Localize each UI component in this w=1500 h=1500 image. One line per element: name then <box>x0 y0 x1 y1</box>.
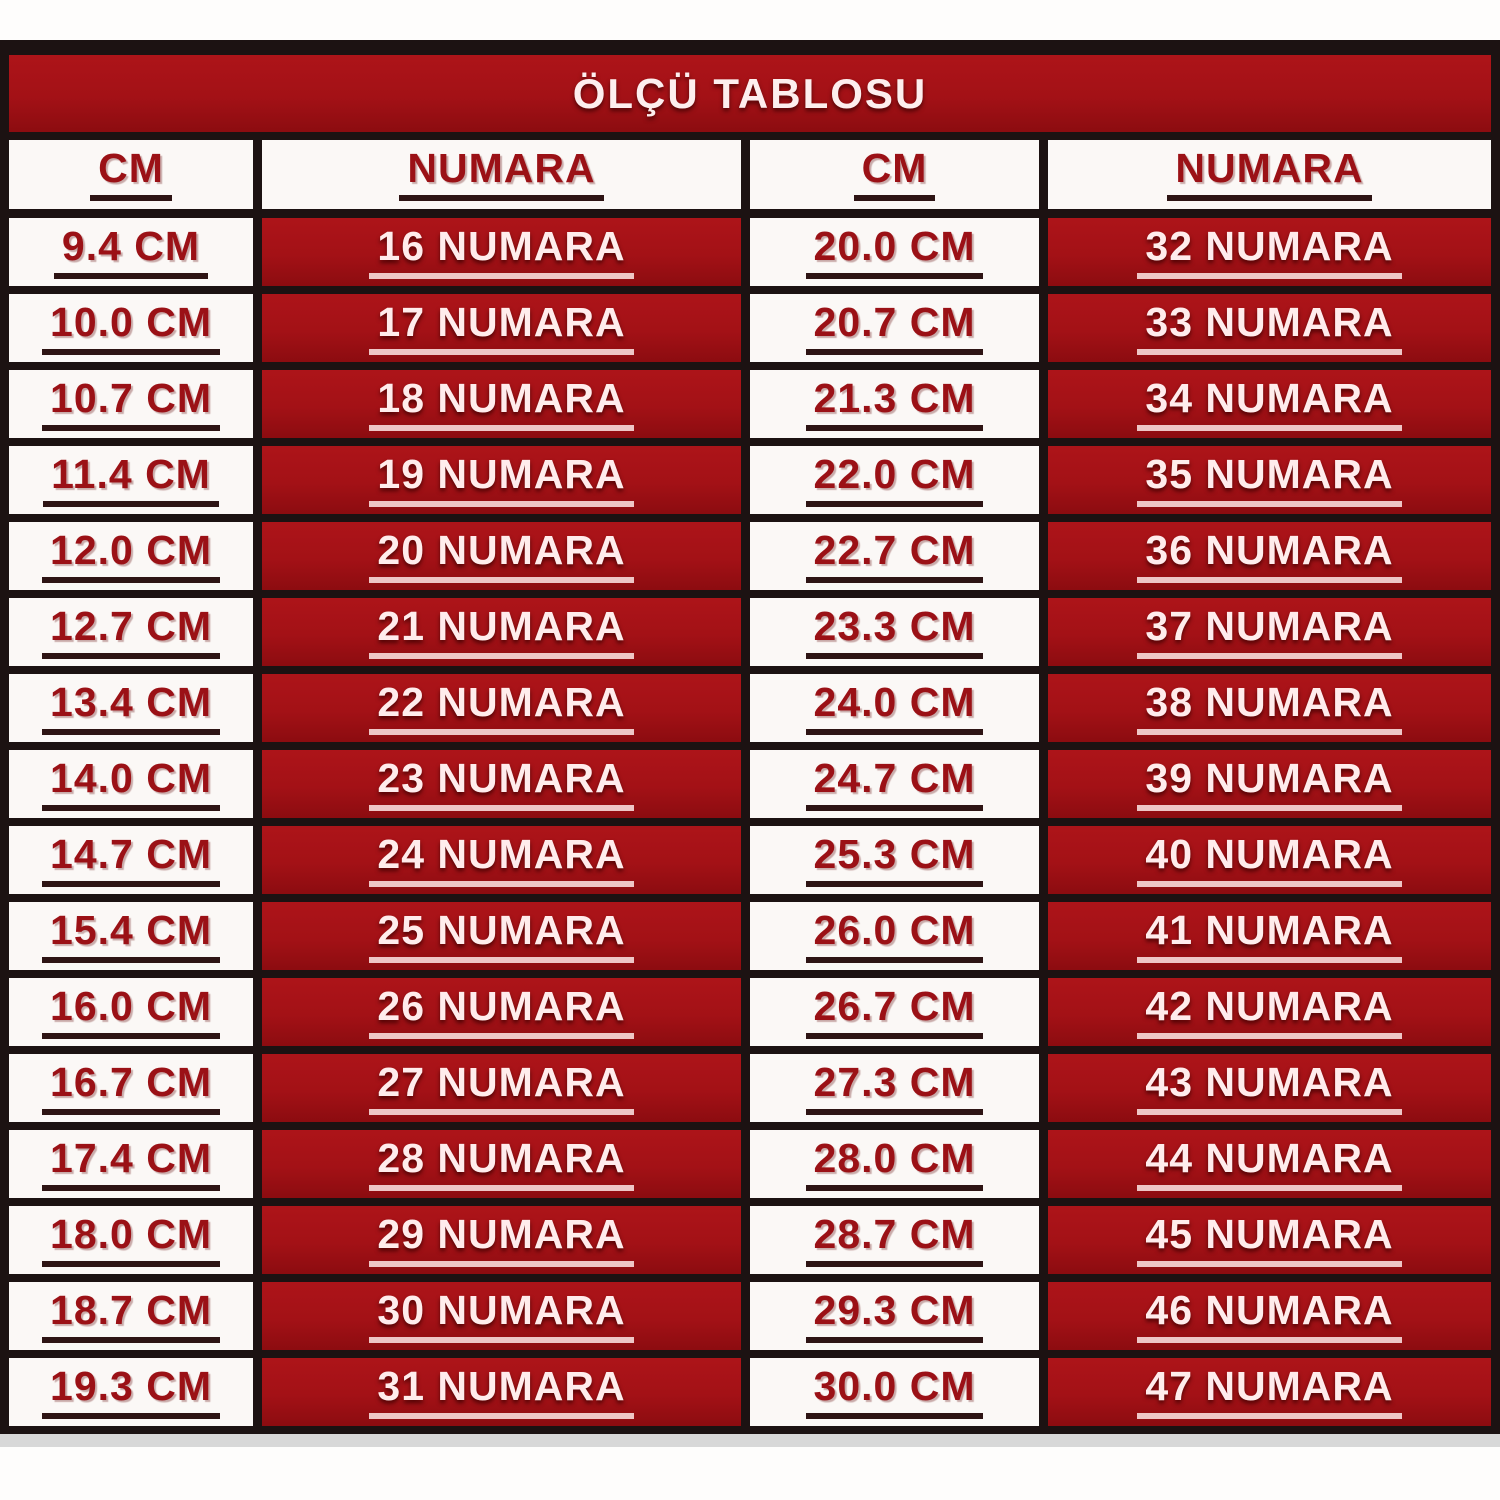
cm-cell-right <box>750 978 1048 1046</box>
cm-cell-right <box>750 218 1048 286</box>
numara-cell-left <box>262 294 750 362</box>
numara-value: 44 NUMARA <box>1137 1138 1401 1191</box>
numara-cell-left <box>262 598 750 666</box>
header-label: CM <box>854 148 936 201</box>
numara-cell-left <box>262 826 750 894</box>
numara-cell-right <box>1048 1358 1491 1426</box>
numara-cell-right <box>1048 1130 1491 1198</box>
cm-value: 12.0 CM <box>42 530 220 583</box>
numara-cell-left <box>262 978 750 1046</box>
cm-value: 18.0 CM <box>42 1214 220 1267</box>
cm-cell-left <box>9 446 262 514</box>
numara-cell-right <box>1048 674 1491 742</box>
table-row <box>9 1358 1491 1434</box>
table-header-row <box>9 140 1491 218</box>
cm-value: 19.3 CM <box>42 1366 220 1419</box>
cm-value: 20.7 CM <box>806 302 984 355</box>
cm-cell-left <box>9 218 262 286</box>
table-body <box>9 218 1491 1434</box>
cm-cell-right <box>750 598 1048 666</box>
cm-value: 22.0 CM <box>806 454 984 507</box>
table-row <box>9 1282 1491 1358</box>
table-row <box>9 446 1491 522</box>
table-row <box>9 674 1491 750</box>
cm-cell-left <box>9 294 262 362</box>
numara-cell-left <box>262 218 750 286</box>
numara-cell-right <box>1048 522 1491 590</box>
cm-cell-left <box>9 1130 262 1198</box>
table-row <box>9 522 1491 598</box>
numara-value: 36 NUMARA <box>1137 530 1401 583</box>
numara-value: 17 NUMARA <box>369 302 633 355</box>
header-cell-numara-right <box>1048 140 1491 209</box>
numara-value: 21 NUMARA <box>369 606 633 659</box>
cm-value: 15.4 CM <box>42 910 220 963</box>
cm-cell-left <box>9 1282 262 1350</box>
numara-value: 42 NUMARA <box>1137 986 1401 1039</box>
header-label: NUMARA <box>399 148 603 201</box>
table-row <box>9 218 1491 294</box>
header-label: CM <box>90 148 172 201</box>
numara-value: 26 NUMARA <box>369 986 633 1039</box>
cm-cell-left <box>9 674 262 742</box>
cm-cell-left <box>9 902 262 970</box>
cm-value: 20.0 CM <box>806 226 984 279</box>
cm-value: 11.4 CM <box>43 454 219 507</box>
cm-cell-left <box>9 1206 262 1274</box>
numara-cell-left <box>262 370 750 438</box>
cm-value: 24.0 CM <box>806 682 984 735</box>
cm-value: 28.7 CM <box>806 1214 984 1267</box>
table-row <box>9 1130 1491 1206</box>
cm-cell-left <box>9 370 262 438</box>
numara-value: 19 NUMARA <box>369 454 633 507</box>
cm-value: 24.7 CM <box>806 758 984 811</box>
numara-value: 24 NUMARA <box>369 834 633 887</box>
numara-cell-left <box>262 1282 750 1350</box>
table-title-bar <box>9 55 1491 140</box>
numara-value: 41 NUMARA <box>1137 910 1401 963</box>
cm-cell-left <box>9 750 262 818</box>
cm-cell-left <box>9 1358 262 1426</box>
cm-cell-right <box>750 674 1048 742</box>
numara-cell-left <box>262 1054 750 1122</box>
cm-value: 10.7 CM <box>42 378 220 431</box>
numara-cell-right <box>1048 1282 1491 1350</box>
cm-cell-right <box>750 294 1048 362</box>
numara-value: 27 NUMARA <box>369 1062 633 1115</box>
numara-value: 37 NUMARA <box>1137 606 1401 659</box>
numara-value: 45 NUMARA <box>1137 1214 1401 1267</box>
numara-cell-right <box>1048 598 1491 666</box>
cm-value: 14.0 CM <box>42 758 220 811</box>
numara-value: 34 NUMARA <box>1137 378 1401 431</box>
table-row <box>9 978 1491 1054</box>
numara-value: 35 NUMARA <box>1137 454 1401 507</box>
cm-value: 16.7 CM <box>42 1062 220 1115</box>
table-row <box>9 370 1491 446</box>
numara-value: 38 NUMARA <box>1137 682 1401 735</box>
size-chart-table <box>0 40 1500 1434</box>
cm-cell-right <box>750 446 1048 514</box>
cm-value: 10.0 CM <box>42 302 220 355</box>
numara-value: 23 NUMARA <box>369 758 633 811</box>
header-label: NUMARA <box>1167 148 1371 201</box>
cm-cell-right <box>750 1206 1048 1274</box>
cm-cell-right <box>750 1054 1048 1122</box>
numara-cell-right <box>1048 978 1491 1046</box>
table-row <box>9 826 1491 902</box>
numara-cell-right <box>1048 1206 1491 1274</box>
numara-cell-left <box>262 674 750 742</box>
numara-cell-left <box>262 1130 750 1198</box>
cm-cell-right <box>750 522 1048 590</box>
numara-cell-right <box>1048 370 1491 438</box>
cm-cell-left <box>9 598 262 666</box>
numara-cell-right <box>1048 826 1491 894</box>
numara-cell-right <box>1048 218 1491 286</box>
numara-cell-left <box>262 446 750 514</box>
cm-value: 21.3 CM <box>806 378 984 431</box>
numara-cell-left <box>262 750 750 818</box>
cm-cell-left <box>9 1054 262 1122</box>
cm-cell-left <box>9 826 262 894</box>
cm-value: 22.7 CM <box>806 530 984 583</box>
table-title: ÖLÇÜ TABLOSU <box>572 69 928 117</box>
bottom-strip <box>0 1434 1500 1447</box>
numara-cell-left <box>262 522 750 590</box>
table-row <box>9 902 1491 978</box>
cm-value: 12.7 CM <box>42 606 220 659</box>
numara-cell-left <box>262 902 750 970</box>
cm-value: 26.0 CM <box>806 910 984 963</box>
numara-value: 20 NUMARA <box>369 530 633 583</box>
header-cell-numara-left <box>262 140 750 209</box>
numara-value: 33 NUMARA <box>1137 302 1401 355</box>
cm-value: 18.7 CM <box>42 1290 220 1343</box>
cm-value: 23.3 CM <box>806 606 984 659</box>
numara-value: 46 NUMARA <box>1137 1290 1401 1343</box>
numara-value: 22 NUMARA <box>369 682 633 735</box>
numara-value: 29 NUMARA <box>369 1214 633 1267</box>
numara-value: 30 NUMARA <box>369 1290 633 1343</box>
header-cell-cm-right <box>750 140 1048 209</box>
table-row <box>9 1206 1491 1282</box>
cm-value: 13.4 CM <box>42 682 220 735</box>
cm-cell-left <box>9 522 262 590</box>
numara-value: 31 NUMARA <box>369 1366 633 1419</box>
cm-cell-left <box>9 978 262 1046</box>
numara-cell-left <box>262 1358 750 1426</box>
numara-cell-right <box>1048 294 1491 362</box>
header-cell-cm-left <box>9 140 262 209</box>
cm-value: 28.0 CM <box>806 1138 984 1191</box>
numara-cell-right <box>1048 446 1491 514</box>
cm-value: 30.0 CM <box>806 1366 984 1419</box>
numara-value: 28 NUMARA <box>369 1138 633 1191</box>
table-row <box>9 1054 1491 1130</box>
numara-cell-right <box>1048 750 1491 818</box>
numara-value: 40 NUMARA <box>1137 834 1401 887</box>
table-row <box>9 294 1491 370</box>
table-row <box>9 750 1491 826</box>
cm-value: 9.4 CM <box>54 226 208 279</box>
numara-value: 43 NUMARA <box>1137 1062 1401 1115</box>
numara-value: 32 NUMARA <box>1137 226 1401 279</box>
cm-value: 29.3 CM <box>806 1290 984 1343</box>
cm-value: 25.3 CM <box>806 834 984 887</box>
cm-value: 17.4 CM <box>42 1138 220 1191</box>
cm-cell-right <box>750 902 1048 970</box>
cm-cell-right <box>750 826 1048 894</box>
cm-cell-right <box>750 1130 1048 1198</box>
numara-value: 18 NUMARA <box>369 378 633 431</box>
cm-value: 26.7 CM <box>806 986 984 1039</box>
cm-cell-right <box>750 750 1048 818</box>
cm-value: 16.0 CM <box>42 986 220 1039</box>
numara-value: 39 NUMARA <box>1137 758 1401 811</box>
cm-value: 27.3 CM <box>806 1062 984 1115</box>
cm-cell-right <box>750 1282 1048 1350</box>
cm-cell-right <box>750 370 1048 438</box>
numara-cell-right <box>1048 902 1491 970</box>
cm-cell-right <box>750 1358 1048 1426</box>
numara-value: 16 NUMARA <box>369 226 633 279</box>
numara-value: 47 NUMARA <box>1137 1366 1401 1419</box>
table-row <box>9 598 1491 674</box>
numara-cell-right <box>1048 1054 1491 1122</box>
cm-value: 14.7 CM <box>42 834 220 887</box>
numara-value: 25 NUMARA <box>369 910 633 963</box>
numara-cell-left <box>262 1206 750 1274</box>
